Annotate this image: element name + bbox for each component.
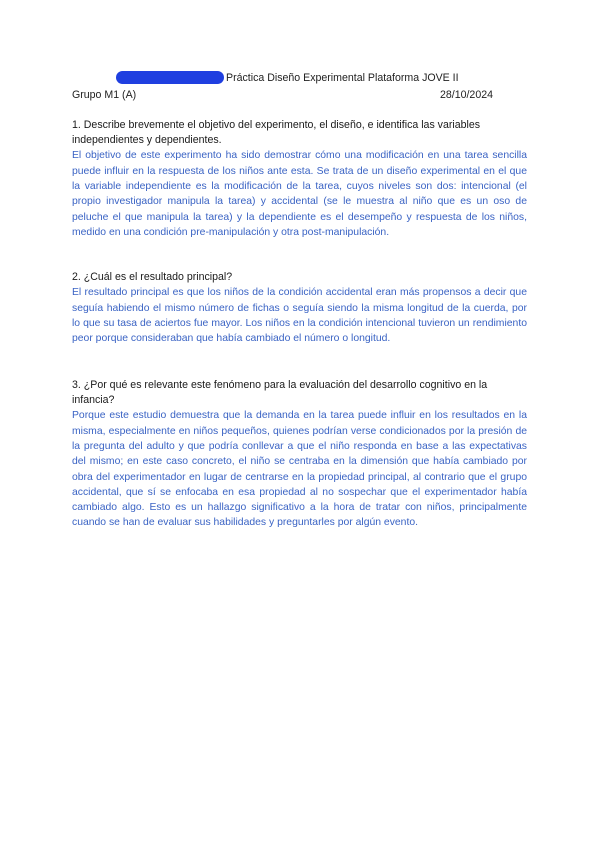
question-1: 1. Describe brevemente el objetivo del experimento, el diseño, e identifica las variables independientes y dependientes. xyxy=(72,119,481,147)
document-title: Práctica Diseño Experimental Plataforma JOVE II xyxy=(226,72,459,84)
section-2 xyxy=(72,270,527,346)
group-date-line xyxy=(72,89,493,101)
answer-2: El resultado principal es que los niños de la condición accidental eran más propensos a decir que seguía habiendo el mismo número de fichas o seguía siendo la misma longitud de la cuerda, por lo que su tasa de aciertos fue mayor. Los niños en la condición intencional tuvieron un rendimiento peor porque consideraban que había cambiado el número o longitud. xyxy=(72,287,527,345)
redacted-name-mark xyxy=(116,71,224,84)
date-label: 28/10/2024 xyxy=(439,89,493,101)
question-2: 2. ¿Cuál es el resultado principal? xyxy=(72,271,233,283)
section-3 xyxy=(72,378,527,531)
section-1 xyxy=(72,118,527,240)
question-3: 3. ¿Por qué es relevante este fenómeno para la evaluación del desarrollo cognitivo en la infancia? xyxy=(72,379,488,407)
group-label: Grupo M1 (A) xyxy=(72,89,137,101)
answer-3: Porque este estudio demuestra que la demanda en la tarea puede influir en los resultados en la misma, especialmente en niños pequeños, quienes podrían verse condicionados por la presión de la pregunta del adulto y que podría conllevar a que el niño responda en base a las expectativas del mismo; en este caso concreto, el niño se centraba en la dimensión que había cambiado por obra del experimentador en lugar de centrarse en la propiedad principal, al contrario que el grupo accidental, que sí se enfocaba en esa propiedad al no sospechar que el experimentador había cambiado algo. Esto es un hallazgo significativo a la hora de tratar con niños, principalmente cuando se han de evaluar sus habilidades y preguntarles por algún evento. xyxy=(72,410,527,529)
answer-1: El objetivo de este experimento ha sido demostrar cómo una modificación en una tarea sencilla puede influir en la respuesta de los niños ante esta. Se trata de un diseño experimental en el que la variable independiente es la modificación de la tarea, cuyos niveles son dos: intencional (el propio investigador manipula la tarea) y accidental (se le muestra al niño que es un oso de peluche el que manipula la tarea) y la dependiente es el desempeño y respuesta de los niños, medido en una condición pre-manipulación y otra post-manipulación. xyxy=(72,150,527,238)
